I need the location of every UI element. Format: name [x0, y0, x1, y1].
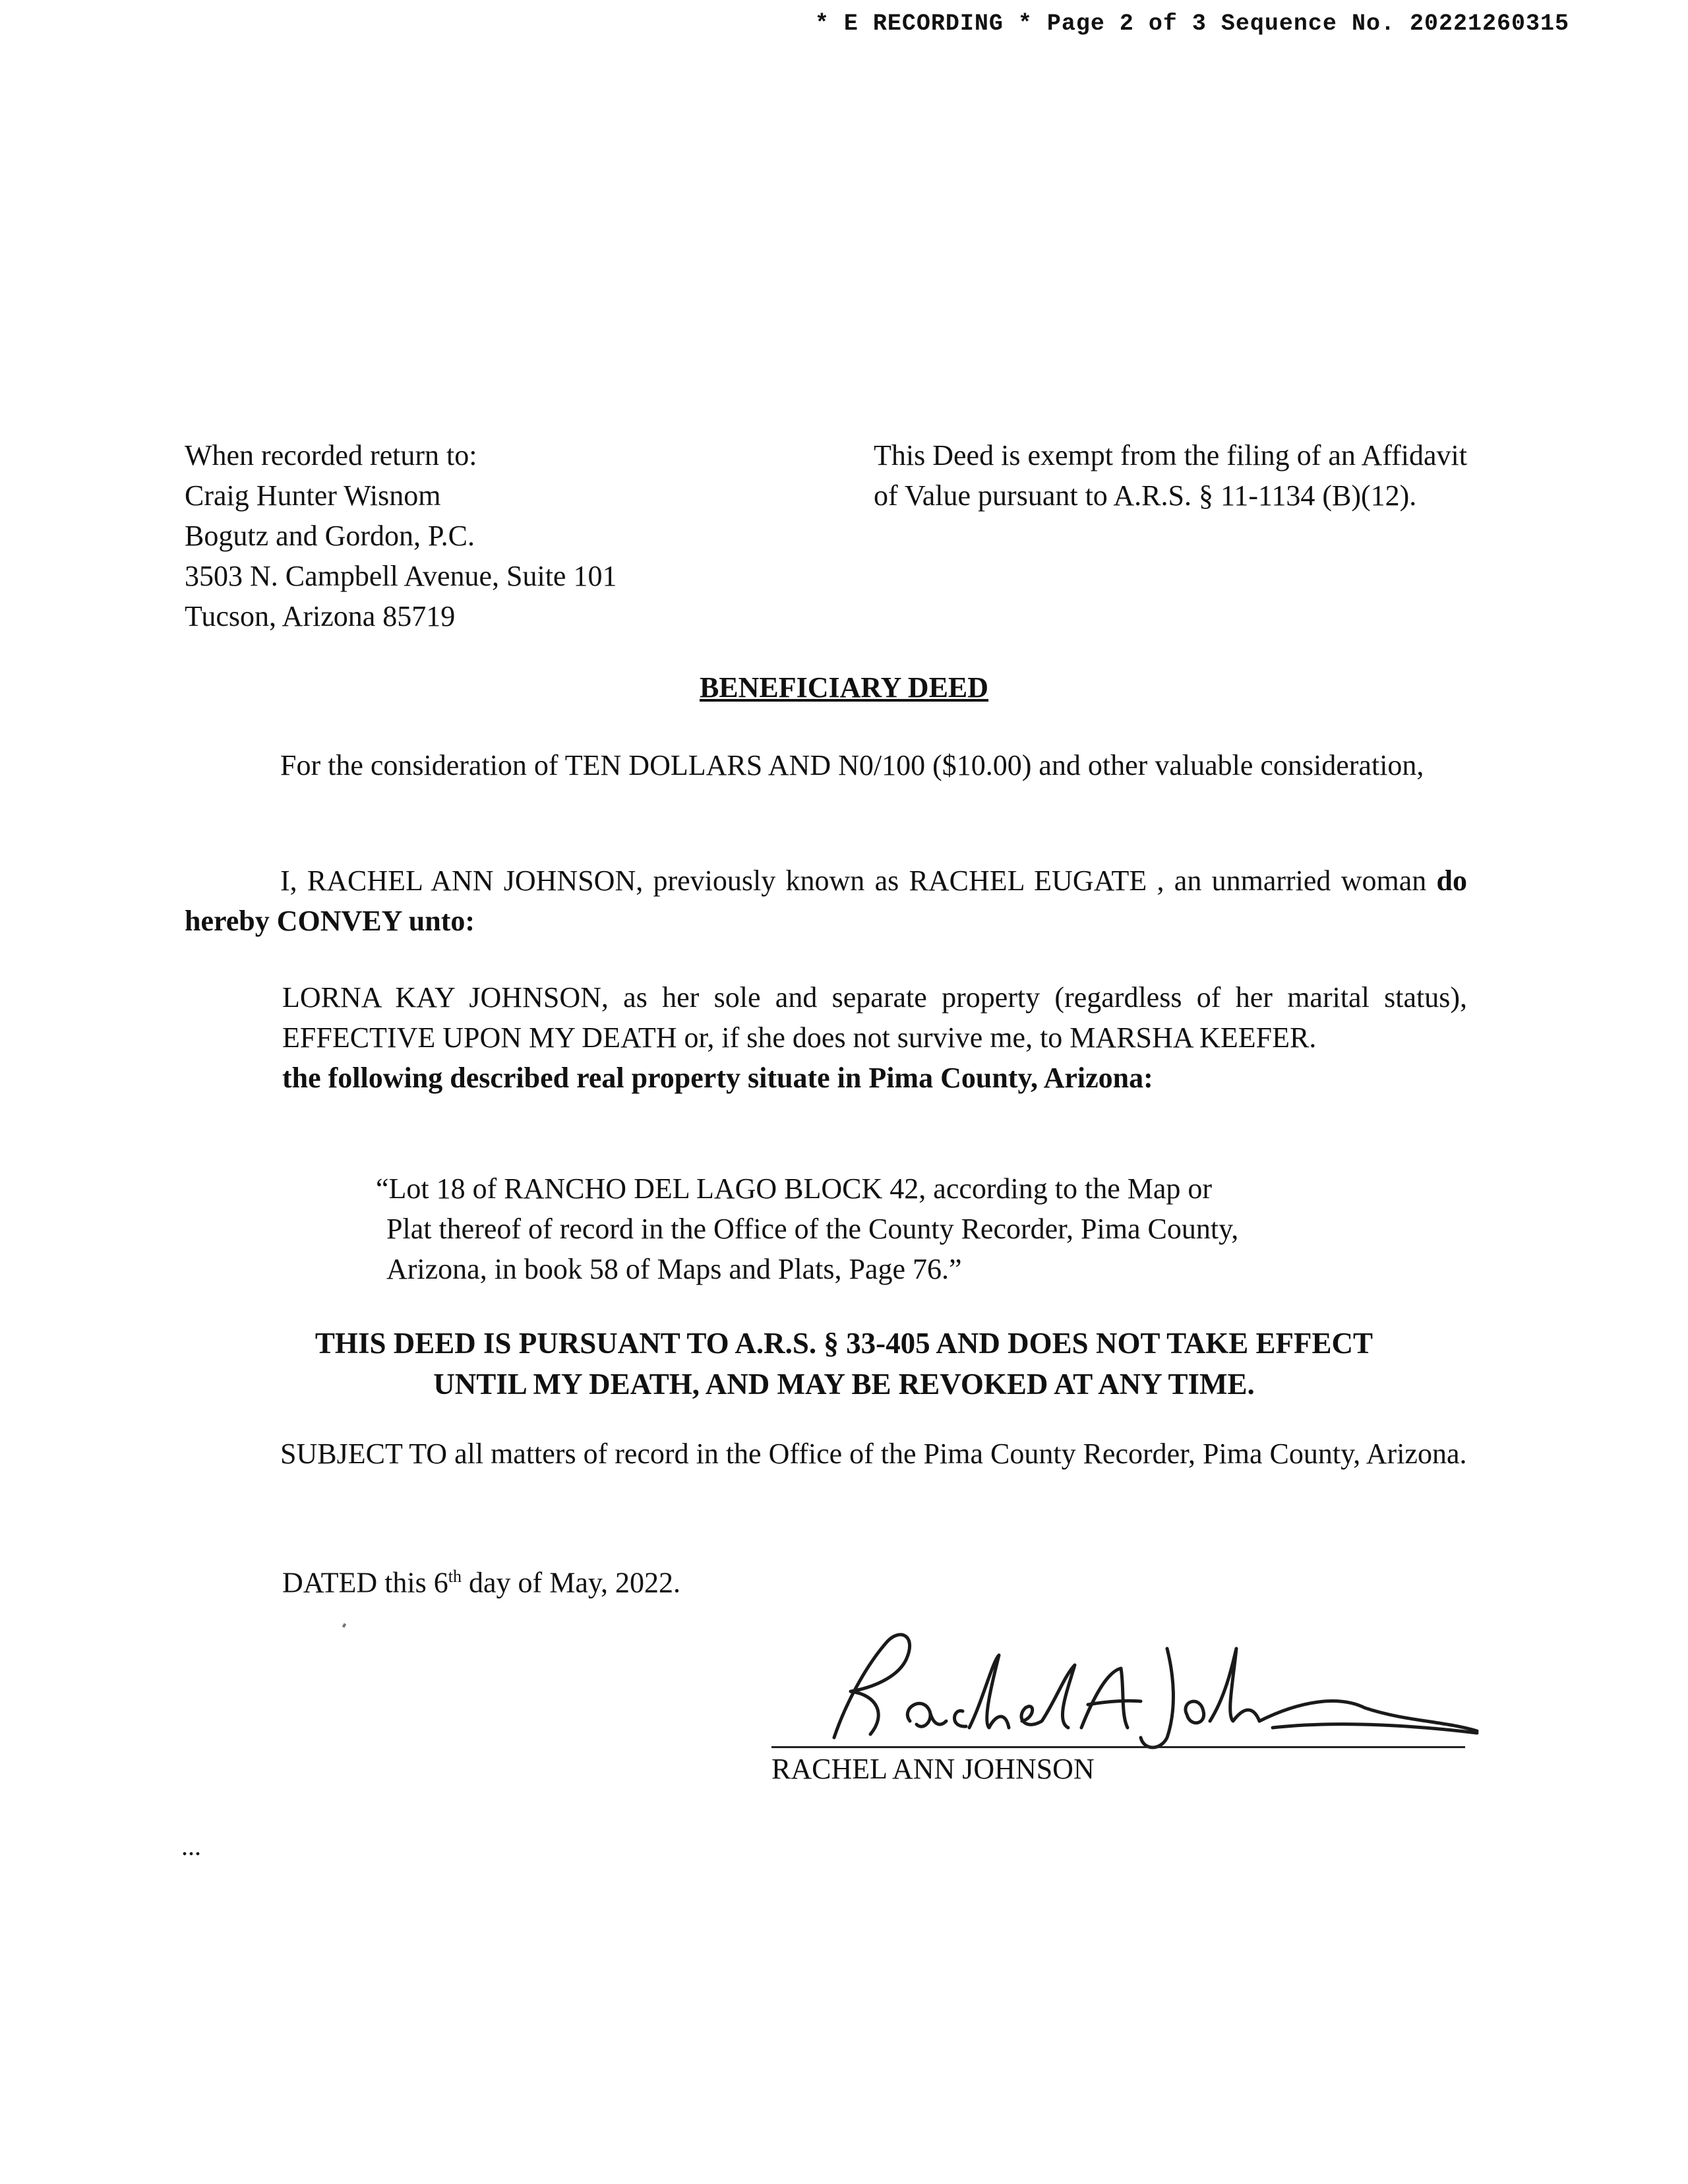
handwritten-signature: [771, 1622, 1484, 1754]
return-street: 3503 N. Campbell Avenue, Suite 101: [185, 560, 617, 592]
grantor-paragraph: [185, 861, 1467, 941]
signature-line: [771, 1746, 1465, 1748]
trailing-ellipsis: ...: [181, 1831, 201, 1861]
convey-clause: do hereby CONVEY unto:: [185, 864, 1467, 937]
legal-line-2: Plat thereof of record in the Office of the County Recorder, Pima County,: [386, 1213, 1239, 1245]
pursuant-statement: [0, 1323, 1688, 1405]
return-city: Tucson, Arizona 85719: [185, 600, 456, 632]
property-intro: the following described real property situate in Pima County, Arizona:: [282, 1062, 1153, 1094]
scan-speck: [342, 1623, 346, 1627]
grantor-text: I, RACHEL ANN JOHNSON, previously known as RACHEL EUGATE , an unmarried woman: [280, 864, 1437, 897]
return-address-block: [185, 435, 778, 636]
recording-header: * E RECORDING * Page 2 of 3 Sequence No. 20221260315: [814, 11, 1569, 37]
legal-description: [376, 1168, 1365, 1289]
subject-to-paragraph: SUBJECT TO all matters of record in the Office of the Pima County Recorder, Pima County, Arizona.: [280, 1438, 1467, 1470]
grantee-text: LORNA KAY JOHNSON, as her sole and separate property (regardless of her marital status), EFFECTIVE UPON MY DEATH or, if she does not survive me, to MARSHA KEEFER.: [282, 981, 1467, 1054]
return-label: When recorded return to:: [185, 439, 477, 471]
pursuant-line-2: UNTIL MY DEATH, AND MAY BE REVOKED AT ANY TIME.: [433, 1368, 1255, 1401]
legal-line-1: “Lot 18 of RANCHO DEL LAGO BLOCK 42, according to the Map or: [376, 1172, 1213, 1205]
signer-printed-name: RACHEL ANN JOHNSON: [771, 1753, 1095, 1785]
exemption-note: This Deed is exempt from the filing of an Affidavit of Value pursuant to A.R.S. § 11-1134 (B)(12).: [874, 439, 1467, 512]
consideration-paragraph: For the consideration of TEN DOLLARS AND N0/100 ($10.00) and other valuable consideration,: [280, 749, 1424, 781]
grantee-paragraph: [282, 977, 1467, 1098]
legal-line-3: Arizona, in book 58 of Maps and Plats, Page 76.”: [386, 1253, 962, 1285]
document-title: BENEFICIARY DEED: [699, 671, 989, 704]
return-name: Craig Hunter Wisnom: [185, 479, 441, 512]
pursuant-line-1: THIS DEED IS PURSUANT TO A.R.S. § 33-405 AND DOES NOT TAKE EFFECT: [315, 1327, 1373, 1360]
dated-line: DATED this 6th day of May, 2022.: [282, 1566, 680, 1599]
return-firm: Bogutz and Gordon, P.C.: [185, 520, 475, 552]
